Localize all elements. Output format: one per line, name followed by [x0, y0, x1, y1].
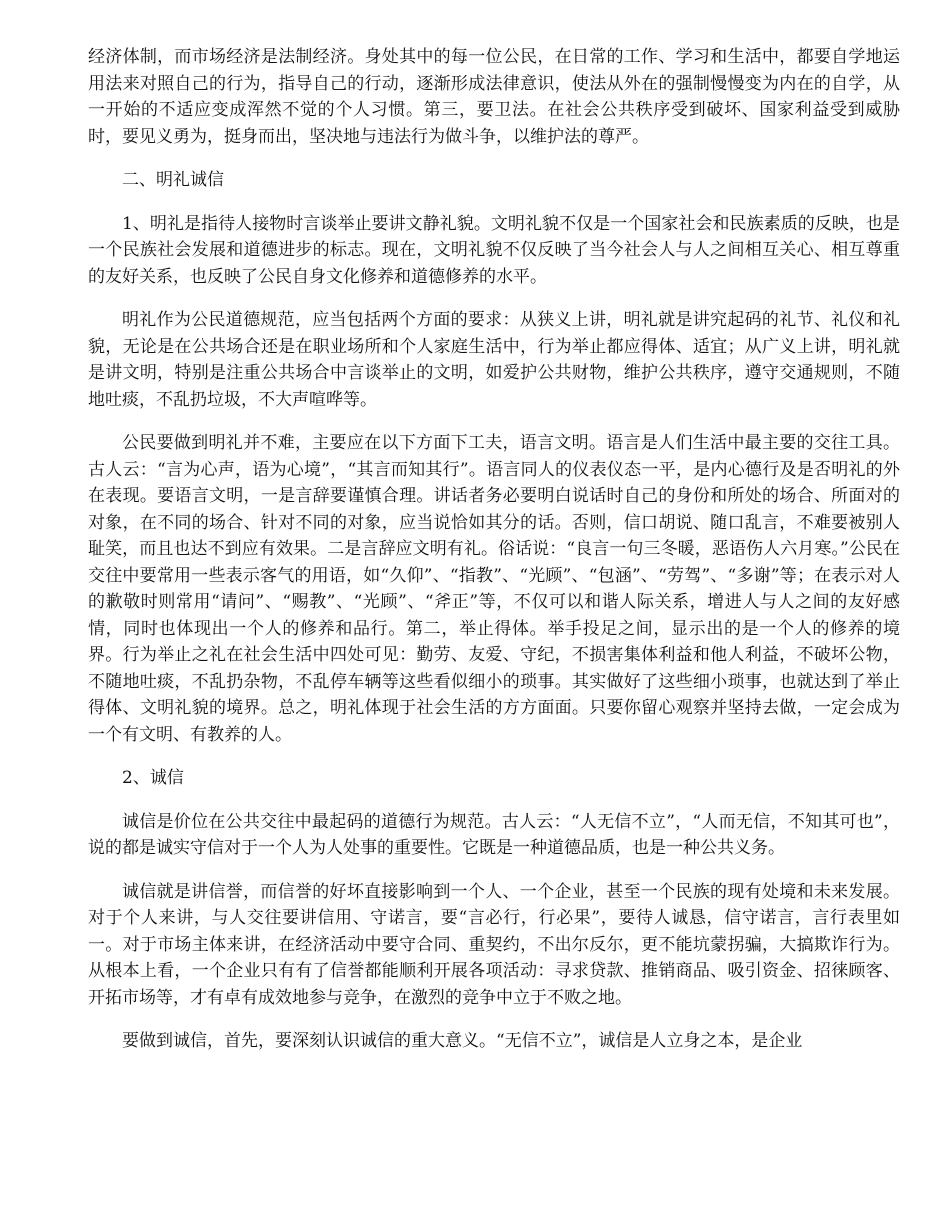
document-page [88, 0, 900, 1072]
paragraph-courtesy-requirements: 明礼作为公民道德规范，应当包括两个方面的要求：从狭义上讲，明礼就是讲究起码的礼节、礼仪和礼貌，无论是在公共场合还是在职业场所和个人家庭生活中，行为举止都应得体、适宜；从广义上讲，明礼就是讲文明，特别是注重公共场合中言谈举止的文明，如爱护公共财物，维护公共秩序，遵守交通规则，不随地吐痰，不乱扔垃圾，不大声喧哗等。 [88, 310, 900, 410]
paragraph-integrity-how: 要做到诚信，首先，要深刻认识诚信的重大意义。“无信不立”，诚信是人立身之本，是企业 [122, 1031, 803, 1051]
paragraph-courtesy-practice: 公民要做到明礼并不难，主要应在以下方面下工夫，语言文明。语言是人们生活中最主要的交往工具。古人云：“言为心声，语为心境”，“其言而知其行”。语言同人的仪表仪态一平，是内心德行及是否明礼的外在表现。要语言文明，一是言辞要谨慎合理。讲话者务必要明白说话时自己的身份和所处的场合、所面对的对象，在不同的场合、针对不同的对象，应当说恰如其分的话。否则，信口胡说、随口乱言，不难要被别人耻笑，而且也达不到应有效果。二是言辞应文明有礼。俗话说：“良言一句三冬暖，恶语伤人六月寒。”公民在交往中要常用一些表示客气的用语，如“久仰”、“指教”、“光顾”、“包涵”、“劳驾”、“多谢”等；在表示对人的歉敬时则常用“请问”、“赐教”、“光顾”、“斧正”等，不仅可以和谐人际关系，增进人与人之间的友好感情，同时也体现出一个人的修养和品行。第二，举止得体。举手投足之间，显示出的是一个人的修养的境界。行为举止之礼在社会生活中四处可见：勤劳、友爱、守纪，不损害集体利益和他人利益，不破坏公物，不随地吐痰，不乱扔杂物，不乱停车辆等这些看似细小的琐事。其实做好了这些细小琐事，也就达到了举止得体、文明礼貌的境界。总之，明礼体现于社会生活的方方面面。只要你留心观察并坚持去做，一定会成为一个有文明、有教养的人。 [88, 433, 900, 745]
paragraph-courtesy-definition: 1、明礼是指待人接物时言谈举止要讲文静礼貌。文明礼貌不仅是一个国家社会和民族素质的反映，也是一个民族社会发展和道德进步的标志。现在，文明礼貌不仅反映了当今社会人与人之间相互关心、相互尊重的友好关系，也反映了公民自身文化修养和道德修养的水平。 [88, 213, 900, 287]
paragraph-integrity-reputation: 诚信就是讲信誉，而信誉的好坏直接影响到一个人、一个企业，甚至一个民族的现有处境和未来发展。对于个人来讲，与人交往要讲信用、守诺言，要“言必行，行必果”，要待人诚恳，信守诺言，言行表里如一。对于市场主体来讲，在经济活动中要守合同、重契约，不出尔反尔，更不能坑蒙拐骗，大搞欺诈行为。从根本上看，一个企业只有有了信誉都能顺利开展各项活动：寻求贷款、推销商品、吸引资金、招徕顾客、开拓市场等，才有卓有成效地参与竞争，在激烈的竞争中立于不败之地。 [88, 881, 900, 1008]
subheading-integrity: 2、诚信 [122, 768, 184, 788]
section-heading-courtesy-integrity: 二、明礼诚信 [122, 170, 224, 190]
paragraph-integrity-definition: 诚信是价位在公共交往中最起码的道德行为规范。古人云：“人无信不立”，“人而无信，不知其可也”，说的都是诚实守信对于一个人为人处事的重要性。它既是一种道德品质，也是一种公共义务。 [88, 811, 900, 858]
paragraph-law-continuation: 经济体制，而市场经济是法制经济。身处其中的每一位公民，在日常的工作、学习和生活中，都要自学地运用法来对照自己的行为，指导自己的行动，逐渐形成法律意识，使法从外在的强制慢慢变为内在的自学，从一开始的不适应变成浑然不觉的个人习惯。第三，要卫法。在社会公共秩序受到破坏、国家利益受到威胁时，要见义勇为，挺身而出，坚决地与违法行为做斗争，以维护法的尊严。 [88, 47, 900, 147]
